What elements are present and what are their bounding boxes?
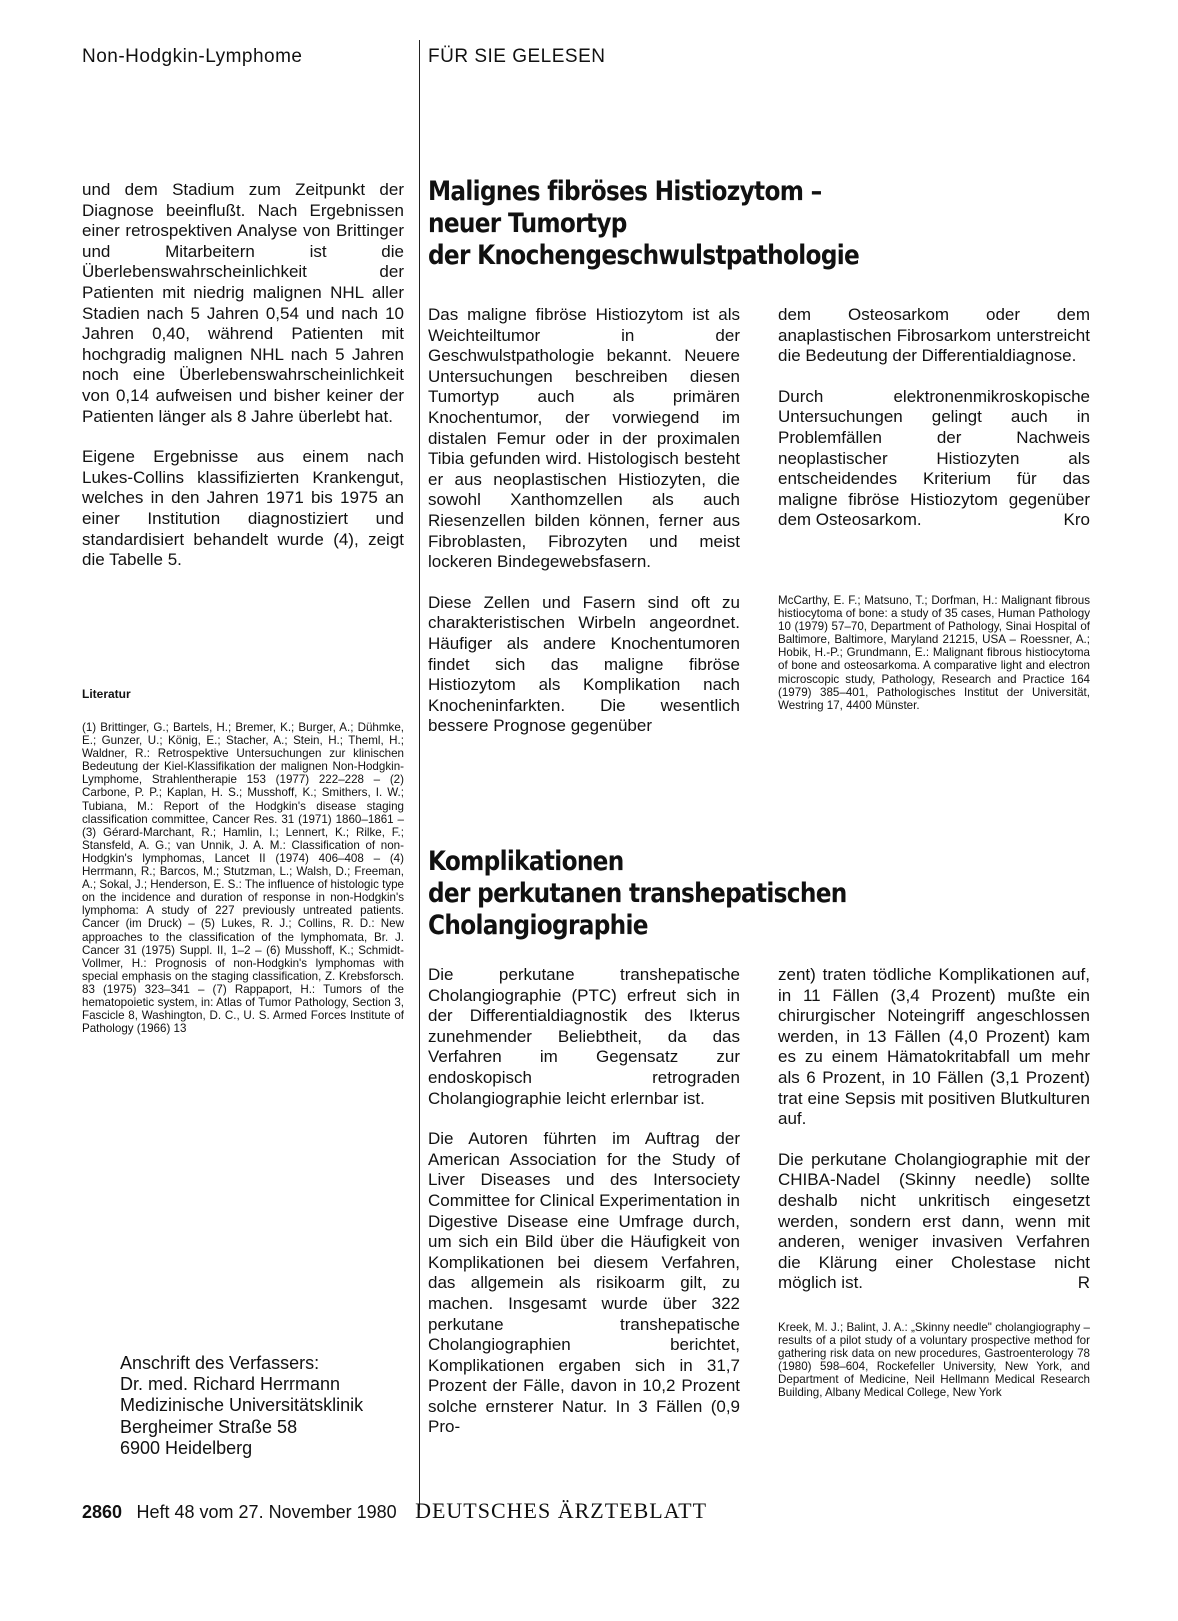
address-line: Bergheimer Straße 58 [120,1416,298,1437]
article2-reference-text: Kreek, M. J.; Balint, J. A.: „Skinny needle" cholangiography – results of a pilot study of a voluntary prospective method for gathering risk data on new procedures, Gastroenterology 78 (1980) 598–604, Rockefeller University, New York, and Department of Medicine, Neil Hellmann Medical Research Building, Albany Medical College, New York [778,1321,1090,1400]
article2-paragraph-4 [778,1150,1090,1294]
article1-column-2 [778,305,1090,531]
article1-paragraph-4-text: Durch elektronenmikroskopische Untersuchungen gelingt auch in Problemfällen der Nachweis neoplastischer Histiozyten als entscheidendes Kriterium für das maligne fibröse Histiozytom gegenüber dem Osteosarkom. [778,386,1090,530]
article2-paragraph-3: zent) traten tödliche Komplikationen auf, in 11 Fällen (3,4 Prozent) mußte ein chirurgischer Noteingriff angeschlossen werden, in 13 Fällen (4,0 Prozent) kam es zu einem Hämatokritabfall um mehr als 6 Prozent, in 10 Fällen (3,1 Prozent) trat eine Sepsis mit positiven Blutkulturen auf. [778,965,1090,1129]
article1-reference [778,594,1090,712]
article2-paragraph-2: Die Autoren führten im Auftrag der American Association for the Study of Liver Diseases und des Intersociety Committee for Clinical Experimentation in Digestive Disease eine Umfrage durch, um sich ein Bild über die Häufigkeit von Komplikationen bei diesem Verfahren, das allgemein als risikoarm gilt, zu machen. Insgesamt wurde über 322 perkutane transhepatische Cholangiographien berichtet, Komplikationen ergaben sich in 31,7 Prozent der Fälle, davon in 10,2 Prozent solche ernsterer Natur. In 3 Fällen (0,9 Pro- [428,1129,740,1437]
article1-signature: Kro [1063,510,1090,530]
article2-column-1 [428,965,740,1438]
article2-column-2 [778,965,1090,1294]
address-line: Dr. med. Richard Herrmann [120,1374,341,1395]
article1-title-line: Malignes fibröses Histiozytom – [428,176,822,207]
article1-paragraph-2: Diese Zellen und Fasern sind oft zu charakteristischen Wirbeln angeordnet. Häufiger als andere Knochentumoren findet sich das maligne fibröse Histiozytom als Komplikation nach Knocheninfarkten. Die wesentlich bessere Prognose gegenüber [428,592,740,736]
address-line: Medizinische Universitätsklinik [120,1395,364,1416]
article1-paragraph-4 [778,387,1090,531]
literatur-heading: Literatur [82,687,131,701]
article1-paragraph-1: Das maligne fibröse Histiozytom ist als Weichteiltumor in der Geschwulstpathologie bekannt. Neuere Untersuchungen beschreiben diesen Tumortyp auch als primären Knochentumor, der vorwiegend im distalen Femur oder in der proximalen Tibia gefunden wird. Histologisch besteht er aus neoplastischen Histiozyten, die sowohl Xanthomzellen als auch Riesenzellen bilden können, ferner aus Fibroblasten, Fibrozyten und meist lockeren Bindegewebsfasern. [428,305,740,572]
left-paragraph-2: Eigene Ergebnisse aus einem nach Lukes-Collins klassifizierten Krankengut, welches in den Jahren 1971 bis 1975 an einer Institution diagnostiziert und standardisiert behandelt wurde (4), zeigt die Tabelle 5. [82,447,404,570]
article2-signature: R [1077,1273,1090,1293]
article2-title [428,846,915,942]
page-number: 2860 [82,1502,123,1522]
running-head-left: Non-Hodgkin-Lymphome [82,46,303,67]
address-line: Anschrift des Verfassers: [120,1353,320,1373]
author-address [120,1353,363,1459]
article1-column-1 [428,305,740,737]
article1-reference-text: McCarthy, E. F.; Matsuno, T.; Dorfman, H.: Malignant fibrous histiocytoma of bone: a study of 35 cases, Human Pathology 10 (1979) 57–70, Department of Pathology, Sinai Hospital of Baltimore, Baltimore, Maryland 21215, USA – Roessner, A.; Hobik, H.-P.; Grundmann, E.: Malignant fibrous histiocytoma of bone and osteosarkoma. A comparative light and electron microscopic study, Pathology, Research and Practice 164 (1979) 385–401, Pathologisches Institut der Universität, Westring 17, 4400 Münster. [778,594,1090,712]
article1-paragraph-3: dem Osteosarkom oder dem anaplastischen Fibrosarkom unterstreicht die Bedeutung der Differentialdiagnose. [778,305,1090,366]
left-paragraph-1: und dem Stadium zum Zeitpunkt der Diagnose beeinflußt. Nach Ergebnissen einer retrospektiven Analyse von Brittinger und Mitarbeitern ist die Überlebenswahrscheinlichkeit der Patienten mit niedrig malignen NHL aller Stadien nach 5 Jahren 0,54 und nach 10 Jahren 0,40, während Patienten mit hochgradig malignen NHL nach 5 Jahren noch eine Überlebenswahrscheinlichkeit von 0,14 aufweisen und bisher keiner der Patienten länger als 8 Jahre überlebt hat. [82,180,404,426]
article1-title [428,176,929,272]
article2-title-line: Cholangiographie [428,910,648,941]
article2-reference [778,1321,1090,1400]
left-column-text [82,180,404,571]
running-head-right: FÜR SIE GELESEN [428,46,606,67]
article2-paragraph-4-text: Die perkutane Cholangiographie mit der CHIBA-Nadel (Skinny needle) sollte deshalb nicht unkritisch eingesetzt werden, sondern erst dann, wenn mit anderen, weniger invasiven Verfahren die Klärung einer Cholestase nicht möglich ist. [778,1149,1090,1293]
literatur-list [82,721,404,1035]
column-divider [419,40,420,1510]
article2-title-line: der perkutanen transhepatischen [428,878,847,909]
issue-info: Heft 48 vom 27. November 1980 [136,1502,397,1522]
literatur-text: (1) Brittinger, G.; Bartels, H.; Bremer, K.; Burger, A.; Dühmke, E.; Gunzer, U.; König, E.; Stacher, A.; Stein, H.; Theml, H.; Waldner, R.: Retrospektive Untersuchungen zur klinischen Bedeutung der Kiel-Klassifikation der malignen Non-Hodgkin-Lymphome, Strahlentherapie 153 (1977) 222–228 – (2) Carbone, P. P.; Kaplan, H. S.; Musshoff, K.; Smithers, I. W.; Tubiana, M.: Report of the Hodgkin's disease staging classification committee, Cancer Res. 31 (1971) 1860–1861 – (3) Gérard-Marchant, R.; Hamlin, I.; Lennert, K.; Rilke, F.; Stansfeld, A. G.; van Unnik, J. A. M.: Classification of non-Hodgkin's lymphomas, Lancet II (1974) 406–408 – (4) Herrmann, R.; Barcos, M.; Stutzman, L.; Walsh, D.; Freeman, A.; Sokal, J.; Henderson, E. S.: The influence of histologic type on the incidence and duration of response in non-Hodgkin's lymphoma: A study of 227 previously untreated patients. Cancer (im Druck) – (5) Lukes, R. J.; Collins, R. D.: New approaches to the classification of the lymphomata, Br. J. Cancer 31 (1975) Suppl. II, 1–2 – (6) Musshoff, K.; Schmidt-Vollmer, H.: Prognosis of non-Hodgkin's lymphomas with special emphasis on the staging classification, Z. Krebsforsch. 83 (1975) 323–341 – (7) Rappaport, H.: Tumors of the hematopoietic system, in: Atlas of Tumor Pathology, Section 3, Fascicle 8, Washington, D. C., U. S. Armed Forces Institute of Pathology (1966) 13 [82,721,405,1036]
journal-name: DEUTSCHES ÄRZTEBLATT [415,1498,708,1523]
article2-title-line: Komplikationen [428,846,624,877]
address-line: 6900 Heidelberg [120,1437,253,1458]
article1-title-line: neuer Tumortyp [428,208,627,239]
article1-title-line: der Knochengeschwulstpathologie [428,240,860,271]
page-footer [82,1498,707,1524]
article2-paragraph-1: Die perkutane transhepatische Cholangiographie (PTC) erfreut sich in der Differentialdiagnostik des Ikterus zunehmender Beliebtheit, da das Verfahren im Gegensatz zur endoskopisch retrograden Cholangiographie leicht erlernbar ist. [428,965,740,1108]
